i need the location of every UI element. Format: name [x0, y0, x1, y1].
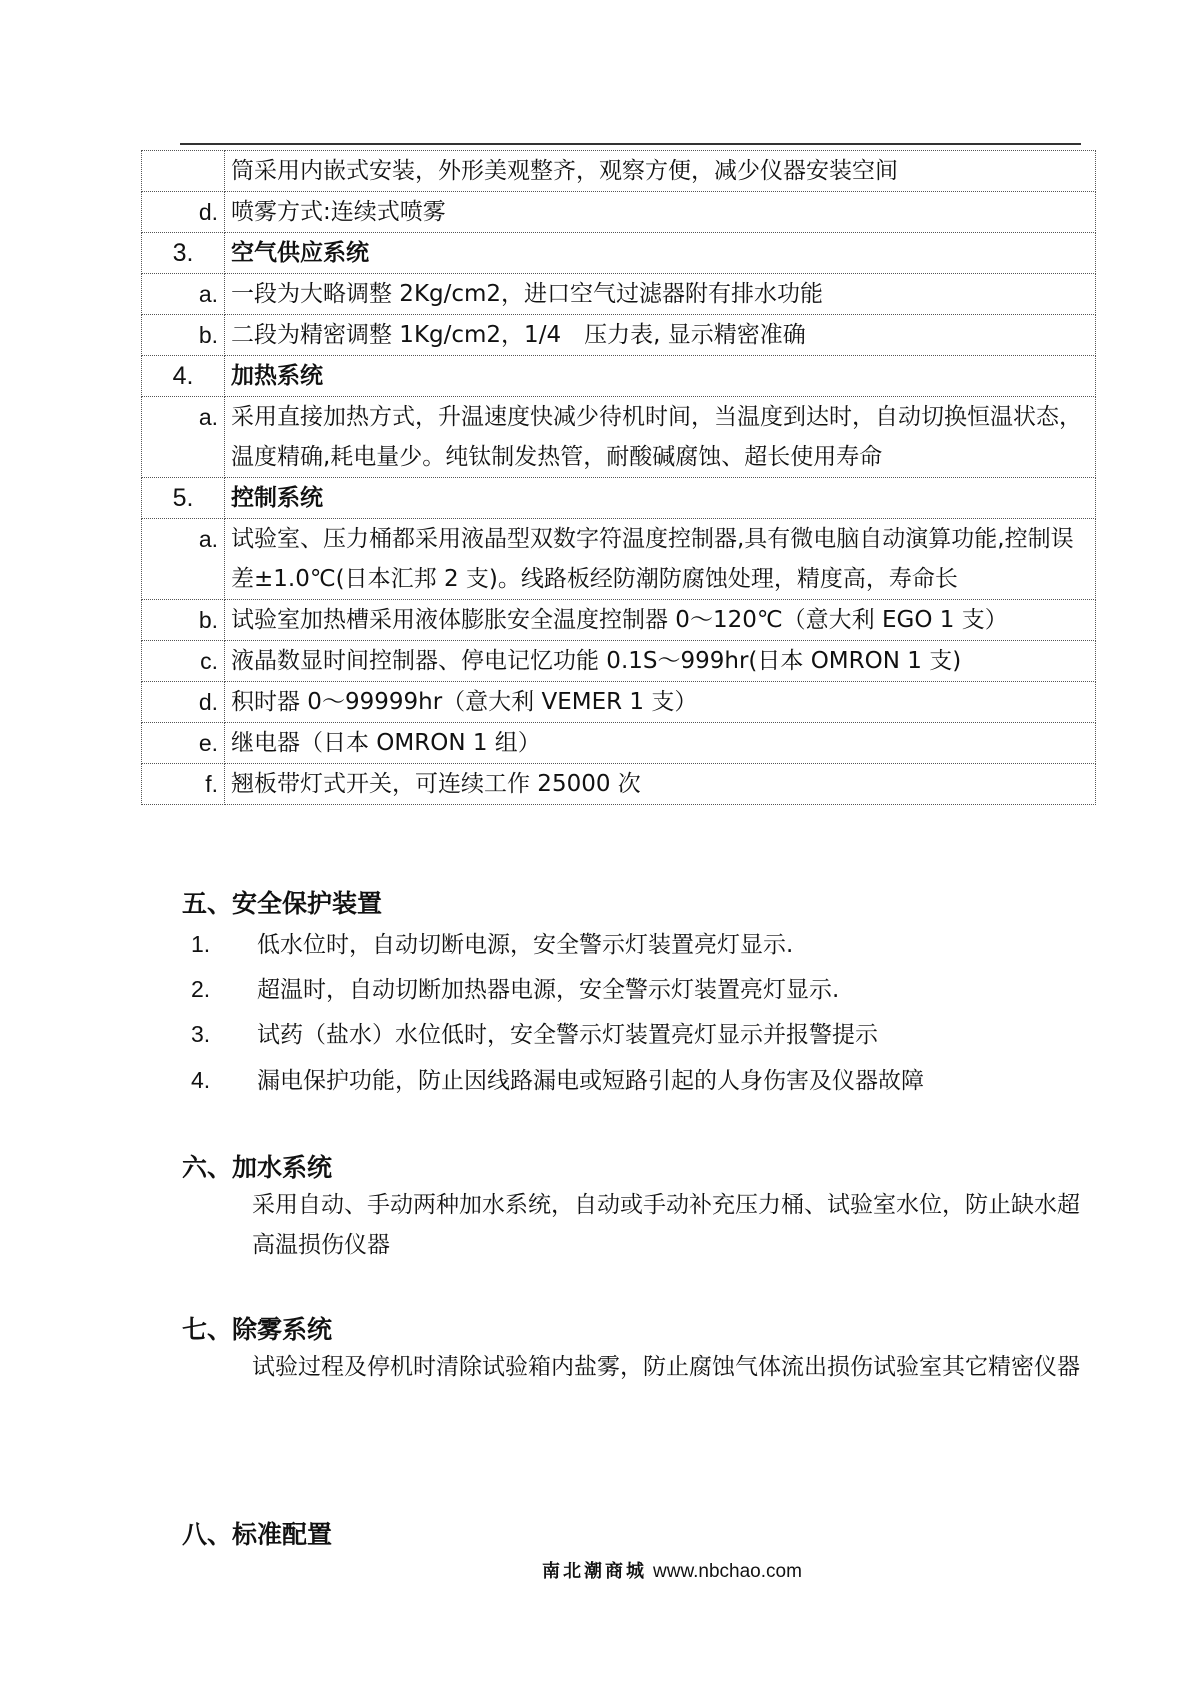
row-label: a.: [142, 519, 225, 600]
table-row: [142, 274, 1096, 315]
row-text: 筒采用内嵌式安装，外形美观整齐，观察方便，减少仪器安装空间: [225, 151, 1096, 192]
defog-title: 七、除雾系统: [182, 1315, 333, 1344]
water-title: 六、加水系统: [182, 1153, 333, 1182]
table-section-row: [142, 478, 1096, 519]
footer-brand: 南北潮商城: [542, 1561, 647, 1582]
defog-text: 试验过程及停机时清除试验箱内盐雾，防止腐蚀气体流出损伤试验室其它精密仪器: [252, 1354, 1080, 1380]
table-section-row: [142, 233, 1096, 274]
table-row: [142, 397, 1096, 478]
row-text: 喷雾方式:连续式喷雾: [225, 192, 1096, 233]
water-text: 采用自动、手动两种加水系统，自动或手动补充压力桶、试验室水位，防止缺水超高温损伤仪器: [252, 1192, 1080, 1258]
row-label: c.: [142, 641, 225, 682]
row-label: b.: [142, 600, 225, 641]
row-label: a.: [142, 397, 225, 478]
safety-item: 1. 低水位时，自动切断电源，安全警示灯装置亮灯显示.: [191, 931, 794, 958]
table-section-row: [142, 356, 1096, 397]
top-rule: [180, 143, 1081, 145]
row-label: a.: [142, 274, 225, 315]
row-label: e.: [142, 723, 225, 764]
row-label: 4.: [142, 356, 225, 397]
spec-table: [141, 150, 1096, 805]
table-row: [142, 151, 1096, 192]
row-label: 3.: [142, 233, 225, 274]
row-label: 5.: [142, 478, 225, 519]
table-row: [142, 600, 1096, 641]
safety-title: 五、安全保护装置: [182, 889, 383, 918]
safety-item: 3. 试药（盐水）水位低时，安全警示灯装置亮灯显示并报警提示: [191, 1021, 878, 1048]
table-row: [142, 315, 1096, 356]
table-row: [142, 641, 1096, 682]
row-text: 试验室加热槽采用液体膨胀安全温度控制器 0～120℃（意大利 EGO 1 支）: [225, 600, 1096, 641]
row-text: 液晶数显时间控制器、停电记忆功能 0.1S～999hr(日本 OMRON 1 支): [225, 641, 1096, 682]
footer: [542, 1557, 802, 1583]
safety-item: 2. 超温时，自动切断加热器电源，安全警示灯装置亮灯显示.: [191, 976, 840, 1003]
table-row: [142, 764, 1096, 805]
row-text: 空气供应系统: [225, 233, 1096, 274]
footer-url[interactable]: www.nbchao.com: [653, 1561, 802, 1582]
table-row: [142, 192, 1096, 233]
row-text: 积时器 0～99999hr（意大利 VEMER 1 支）: [225, 682, 1096, 723]
row-label: d.: [142, 192, 225, 233]
row-text: 翘板带灯式开关，可连续工作 25000 次: [225, 764, 1096, 805]
row-text: 继电器（日本 OMRON 1 组）: [225, 723, 1096, 764]
row-label: [142, 151, 225, 192]
row-text: 控制系统: [225, 478, 1096, 519]
table-row: [142, 682, 1096, 723]
row-label: d.: [142, 682, 225, 723]
safety-item: 4. 漏电保护功能，防止因线路漏电或短路引起的人身伤害及仪器故障: [191, 1067, 924, 1094]
row-label: b.: [142, 315, 225, 356]
row-text: 二段为精密调整 1Kg/cm2，1/4 压力表, 显示精密准确: [225, 315, 1096, 356]
row-text: 一段为大略调整 2Kg/cm2，进口空气过滤器附有排水功能: [225, 274, 1096, 315]
row-label: f.: [142, 764, 225, 805]
config-title: 八、标准配置: [182, 1520, 333, 1549]
table-row: [142, 519, 1096, 600]
row-text: 加热系统: [225, 356, 1096, 397]
table-row: [142, 723, 1096, 764]
row-text: 采用直接加热方式，升温速度快减少待机时间，当温度到达时，自动切换恒温状态，温度精确,耗电量少。纯钛制发热管，耐酸碱腐蚀、超长使用寿命: [225, 397, 1096, 478]
row-text: 试验室、压力桶都采用液晶型双数字符温度控制器,具有微电脑自动演算功能,控制误差±1.0℃(日本汇邦 2 支)。线路板经防潮防腐蚀处理，精度高，寿命长: [225, 519, 1096, 600]
